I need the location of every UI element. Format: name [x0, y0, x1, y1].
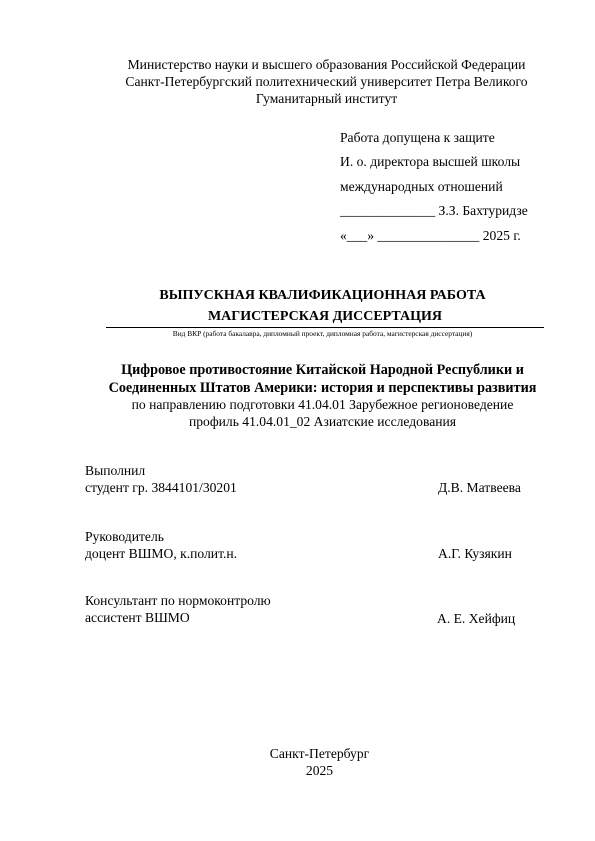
- title-block: [0, 283, 595, 338]
- supervisor-role: Руководитель: [85, 529, 164, 544]
- performer-role: Выполнил: [85, 463, 146, 478]
- footer-year: 2025: [305, 763, 334, 778]
- approval-line-1: Работа допущена к защите: [340, 130, 495, 145]
- footer-city: Санкт-Петербург: [269, 746, 370, 761]
- direction-line: по направлению подготовки 41.04.01 Зарубежное регионоведение: [131, 397, 514, 412]
- approval-signature-line: ______________ З.З. Бахтуридзе: [340, 203, 528, 219]
- footer-block: [0, 745, 595, 779]
- ministry-line: Министерство науки и высшего образования Российской Федерации: [127, 57, 526, 72]
- institute-line: Гуманитарный институт: [255, 91, 398, 106]
- approval-date-line: «___» _______________ 2025 г.: [340, 227, 521, 243]
- consultant-role: Консультант по нормоконтролю: [85, 593, 271, 608]
- consultant-name: А. Е. Хейфиц: [437, 611, 516, 626]
- supervisor-block: [85, 528, 237, 562]
- work-kind-underline: [106, 308, 544, 328]
- approval-line-3: международных отношений: [340, 178, 503, 194]
- work-type-title: ВЫПУСКНАЯ КВАЛИФИКАЦИОННАЯ РАБОТА: [159, 288, 486, 303]
- institution-header: [0, 56, 595, 107]
- consultant-position: ассистент ВШМО: [85, 610, 190, 625]
- consultant-block: [85, 592, 271, 626]
- topic-line-2: Соединенных Штатов Америки: история и перспективы развития: [108, 380, 537, 396]
- university-line: Санкт-Петербургский политехнический университет Петра Великого: [125, 74, 528, 89]
- supervisor-position: доцент ВШМО, к.полит.н.: [85, 546, 238, 561]
- performer-position: студент гр. 3844101/30201: [85, 480, 237, 495]
- supervisor-name: А.Г. Кузякин: [438, 546, 512, 561]
- work-kind-title: МАГИСТЕРСКАЯ ДИССЕРТАЦИЯ: [207, 309, 443, 324]
- topic-block: [0, 361, 595, 430]
- performer-block: [85, 462, 237, 496]
- performer-name: Д.В. Матвеева: [438, 480, 521, 495]
- topic-line-1: Цифровое противостояние Китайской Народной Республики и: [121, 362, 524, 378]
- work-kind-hint: Вид ВКР (работа бакалавра, дипломный проект, дипломная работа, магистерская диссертация): [172, 329, 473, 338]
- approval-block: [340, 126, 528, 248]
- approval-line-2: И. о. директора высшей школы: [340, 154, 521, 170]
- profile-line: профиль 41.04.01_02 Азиатские исследования: [188, 413, 457, 429]
